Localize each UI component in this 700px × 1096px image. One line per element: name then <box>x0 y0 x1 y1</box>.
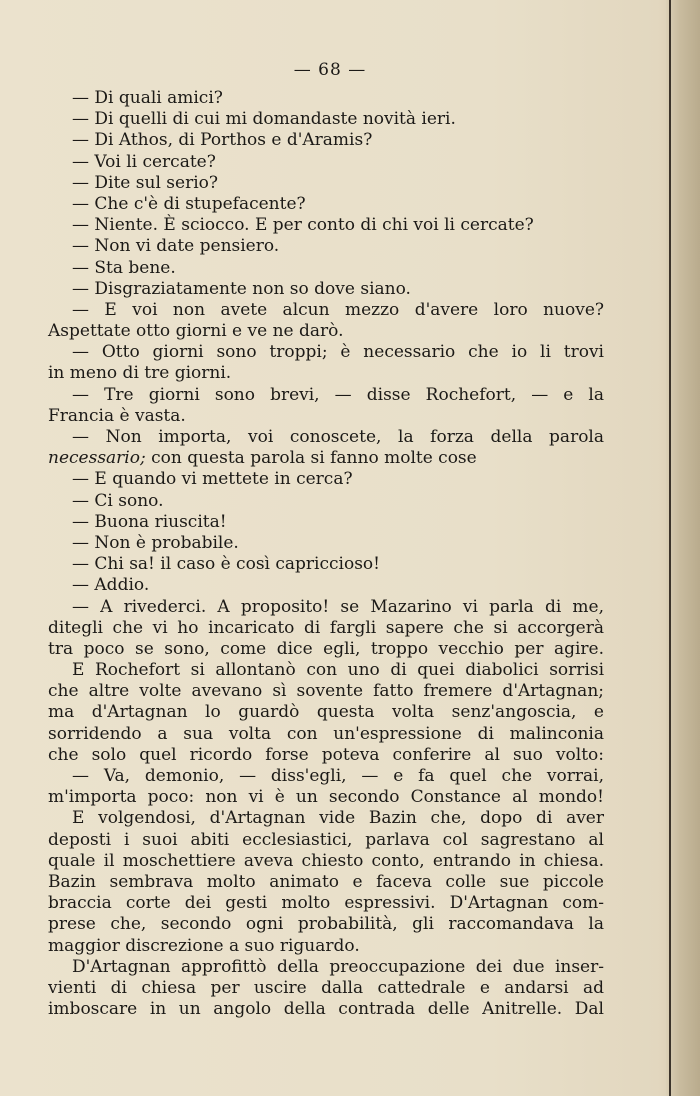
text-line: — Disgraziatamente non so dove siano. <box>72 278 411 299</box>
text-line: ditegli che vi ho incaricato di fargli sapere che si accorgerà <box>48 617 604 638</box>
text-line: maggior discrezione a suo riguardo. <box>48 935 360 956</box>
text-line: — Buona riuscita! <box>72 511 227 532</box>
body-text <box>48 88 604 1020</box>
text-line: — A rivederci. A proposito! se Mazarino vi parla di me, <box>72 596 604 617</box>
text-line: m'importa poco: non vi è un secondo Constance al mondo! <box>48 787 604 808</box>
text-line: che altre volte avevano sì sovente fatto fremere d'Artagnan; <box>48 681 604 702</box>
text-line: — Che c'è di stupefacente? <box>72 193 306 214</box>
text-line: E Rochefort si allontanò con uno di quei diabolici sorrisi <box>72 660 604 681</box>
text-line: D'Artagnan approfittò della preoccupazione dei due inser- <box>72 956 604 977</box>
text-line: ma d'Artagnan lo guardò questa volta senz'angoscia, e <box>48 702 604 723</box>
text-line: tra poco se sono, come dice egli, troppo vecchio per agire. <box>48 638 604 659</box>
text-line: — Chi sa! il caso è così capriccioso! <box>72 554 380 575</box>
text-line: — Non importa, voi conoscete, la forza della parola <box>72 427 604 447</box>
text-line: — Addio. <box>72 575 150 596</box>
text-line: E volgendosi, d'Artagnan vide Bazin che, dopo di aver <box>72 808 604 829</box>
text-line: — Dite sul serio? <box>72 172 218 193</box>
text-line: che solo quel ricordo forse poteva conferire al suo volto: <box>48 744 604 765</box>
page-number: — 68 — <box>293 60 367 80</box>
text-line: Bazin sembrava molto animato e faceva colle sue piccole <box>48 871 604 892</box>
text-line: — Non è probabile. <box>72 532 239 553</box>
text-line: imboscare in un angolo della contrada delle Anitrelle. Dal <box>48 999 604 1020</box>
text-line: — E voi non avete alcun mezzo d'avere loro nuove? <box>72 299 604 320</box>
text-line: — Di quali amici? <box>72 88 223 108</box>
text-line: prese che, secondo ogni probabilità, gli raccomandava la <box>48 914 604 935</box>
text-line: — Tre giorni sono brevi, — disse Rochefort, — e la <box>72 384 604 405</box>
text-line: — Di Athos, di Porthos e d'Aramis? <box>72 130 373 151</box>
text-line: — Ci sono. <box>72 490 164 511</box>
text-line: sorridendo a sua volta con un'espressione di malinconia <box>48 723 604 744</box>
text-line: quale il moschettiere aveva chiesto conto, entrando in chiesa. <box>48 850 604 871</box>
text-line: — Va, demonio, — diss'egli, — e fa quel che vorrai, <box>72 766 604 786</box>
text-line: deposti i suoi abiti ecclesiastici, parlava col sagrestano al <box>48 829 604 850</box>
page-gutter <box>666 0 700 1096</box>
text-line: — Di quelli di cui mi domandaste novità ieri. <box>72 109 456 130</box>
text-line: — Non vi date pensiero. <box>72 236 280 257</box>
text-line: Francia è vasta. <box>48 405 186 426</box>
gutter-edge <box>669 0 671 1096</box>
text-line: — Voi li cercate? <box>72 151 216 172</box>
text-line: — Niente. È sciocco. E per conto di chi voi li cercate? <box>72 215 534 236</box>
text-line: in meno di tre giorni. <box>48 363 232 384</box>
text-line: — Otto giorni sono troppi; è necessario che io li trovi <box>72 342 604 363</box>
italic-word: necessario; <box>48 448 146 469</box>
text-line: — Sta bene. <box>72 257 176 278</box>
text-line: — E quando vi mettete in cerca? <box>72 469 353 490</box>
text-line: vienti di chiesa per uscire dalla cattedrale e andarsi ad <box>48 977 604 998</box>
text-line: braccia corte dei gesti molto espressivi. D'Artagnan com- <box>48 893 604 914</box>
text-line: necessario; con questa parola si fanno molte cose <box>48 448 477 469</box>
text-line: Aspettate otto giorni e ve ne darò. <box>48 321 344 342</box>
